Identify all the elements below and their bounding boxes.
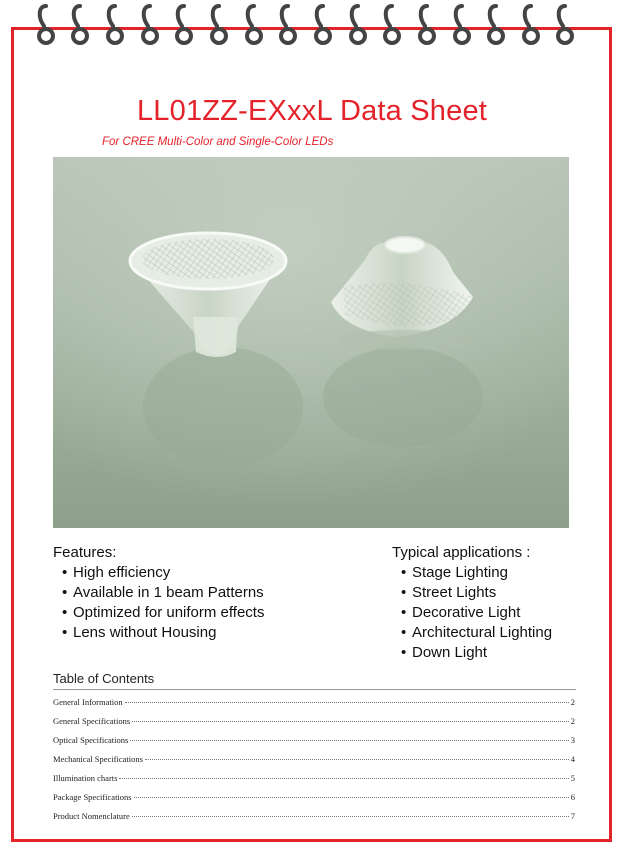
applications-list xyxy=(401,563,552,663)
toc-entry[interactable]: Mechanical Specifications 4 xyxy=(53,754,575,764)
applications-heading: Typical applications : xyxy=(392,544,531,561)
binding-ring-icon xyxy=(207,4,231,50)
toc-entry[interactable]: Product Nomenclature 7 xyxy=(53,811,575,821)
toc-entry[interactable]: Optical Specifications 3 xyxy=(53,735,575,745)
binding-ring-icon xyxy=(172,4,196,50)
toc-title: Table of Contents xyxy=(53,671,155,686)
binding-ring-icon xyxy=(553,4,577,50)
list-item: • Stage Lighting xyxy=(401,564,508,581)
toc-divider xyxy=(53,689,576,690)
list-item: • Available in 1 beam Patterns xyxy=(62,584,264,601)
toc-entry[interactable]: General Information 2 xyxy=(53,697,575,707)
table-of-contents xyxy=(53,697,575,830)
binding-ring-icon xyxy=(346,4,370,50)
binding-ring-icon xyxy=(138,4,162,50)
features-heading: Features: xyxy=(53,544,117,561)
binding-ring-icon xyxy=(34,4,58,50)
binding-ring-icon xyxy=(415,4,439,50)
list-item: • Decorative Light xyxy=(401,604,521,621)
binding-ring-icon xyxy=(380,4,404,50)
features-list xyxy=(62,563,264,643)
binding-ring-icon xyxy=(103,4,127,50)
page-subtitle: For CREE Multi-Color and Single-Color LEDs xyxy=(102,136,334,148)
toc-entry[interactable]: General Specifications 2 xyxy=(53,716,575,726)
binding-ring-icon xyxy=(276,4,300,50)
list-item: • Architectural Lighting xyxy=(401,624,553,641)
list-item: • Street Lights xyxy=(401,584,497,601)
list-item: • Lens without Housing xyxy=(62,624,217,641)
page-title: LL01ZZ-EXxxL Data Sheet xyxy=(136,95,488,127)
binding-ring-icon xyxy=(68,4,92,50)
product-photo xyxy=(53,157,569,528)
binding-ring-icon xyxy=(519,4,543,50)
spiral-binding xyxy=(0,0,624,52)
list-item: • High efficiency xyxy=(62,564,171,581)
binding-ring-icon xyxy=(484,4,508,50)
binding-ring-icon xyxy=(311,4,335,50)
binding-ring-icon xyxy=(242,4,266,50)
toc-entry[interactable]: Illumination charts 5 xyxy=(53,773,575,783)
toc-entry[interactable]: Package Specifications 6 xyxy=(53,792,575,802)
list-item: • Optimized for uniform effects xyxy=(62,604,265,621)
binding-ring-icon xyxy=(450,4,474,50)
list-item: • Down Light xyxy=(401,644,488,661)
